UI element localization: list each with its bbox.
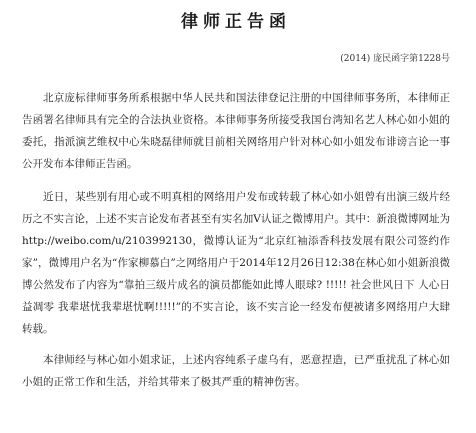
paragraph-3: 本律师经与林心如小姐求证，上述内容纯系子虚乌有，恶意捏造，已严重扰乱了林心如小姐的正常工作和生活，并给其带来了极其严重的精神伤害。 — [22, 354, 450, 388]
letter-title: 律师正告函 — [181, 12, 291, 32]
paragraph-2: 近日，某些别有用心或不明真相的网络用户发布或转载了林心如小姐曾有出演三级片经历之不实言论，上述不实言论发布者甚至有实名加V认证之微博用户。其中：新浪微博网址为http://weibo.com/u/2103992130，微博认证为“北京红袖添香科技发展有限公司签约作家”，微博用户名为“作家柳慕白”之网络用户于2014年12月26日12:38在林心如小姐新浪微博公然发布了内容为“靠拍三级片成名的演员都能如此博人眼球? !!!!! 社会世风日下 人心日益凋零 我辈堪忧我辈堪忧啊!!!!!”的不实言论，该不实言论一经发布便被诸多网络用户大肆转载。 — [22, 191, 450, 335]
paragraph-1: 北京庞标律师事务所系根据中华人民共和国法律登记注册的中国律师事务所，本律师正告函署名律师具有完全的合法执业资格。本律师事务所接受我国台湾知名艺人林心如小姐的委托，指派演艺维权中心朱晓磊律师就目前相关网络用户针对林心如小姐发布诽谤言论一事公开发布本律师正告函。 — [22, 92, 450, 170]
document-number: (2014) 庞民函字第1228号 — [340, 54, 450, 64]
